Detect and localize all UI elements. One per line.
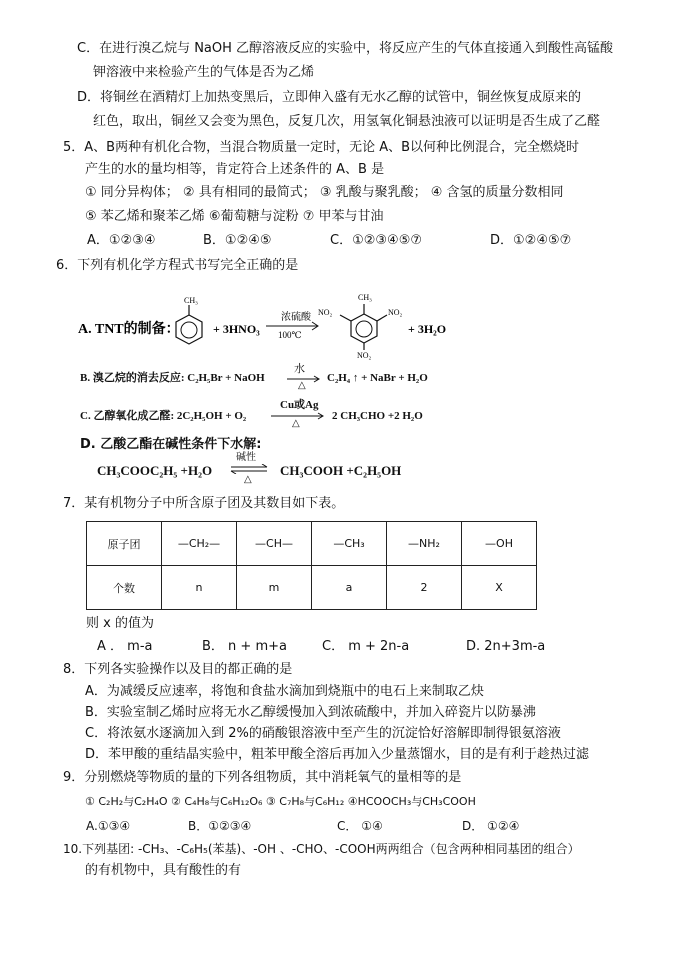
q6-c-condition-top: Cu或Ag — [280, 399, 319, 411]
q9-stem: 9．分别燃烧等物质的量的下列各组物质，其中消耗氧气的量相等的是 — [63, 770, 462, 785]
q4-option-d-line2: 红色，取出，铜丝又会变为黑色，反复几次，用氢氧化铜悬浊液可以证明是否生成了乙醛 — [93, 114, 601, 129]
q5-items-line1: ① 同分异构体； ② 具有相同的最简式； ③ 乳酸与聚乳酸； ④ 含氢的质量分数相同 — [85, 185, 564, 200]
q6-a-product-water: + 3H₂O — [408, 322, 447, 336]
q5-option-c: C．①②③④⑤⑦ — [330, 233, 423, 248]
q7-option-b: B． n + m+a — [202, 639, 287, 654]
q6-a-reagent: + 3HNO₃ — [213, 322, 260, 336]
q8-option-b: B．实验室制乙烯时应将无水乙醇缓慢加入到浓硫酸中，并加入碎瓷片以防暴沸 — [85, 705, 536, 720]
q7-header-cell: —CH₃ — [312, 522, 387, 566]
q6-d-condition-bottom: △ — [244, 474, 252, 485]
q6-d-reactants: CH₃COOC₂H₅ +H₂O — [97, 463, 213, 478]
q7-count-cell: a — [312, 566, 387, 610]
q8-option-a: A．为减缓反应速率，将饱和食盐水滴加到烧瓶中的电石上来制取乙炔 — [85, 684, 484, 699]
q6-stem: 6．下列有机化学方程式书写完全正确的是 — [56, 258, 299, 273]
q7-option-d: D. 2n+3m-a — [466, 639, 546, 654]
tnt-ch3: CH₃ — [358, 293, 372, 302]
q8-stem: 8．下列各实验操作以及目的都正确的是 — [63, 662, 293, 677]
tnt-no2-bottom: NO₂ — [357, 351, 372, 360]
q5-option-a: A．①②③④ — [87, 233, 156, 248]
q5-option-d: D．①②④⑤⑦ — [490, 233, 572, 248]
q6-option-d-label: D. 乙酸乙酯在碱性条件下水解: — [80, 437, 262, 452]
q7-count-cell: 2 — [387, 566, 462, 610]
q6-c-condition-bottom: △ — [292, 418, 300, 429]
tnt-no2-right: NO₂ — [388, 308, 403, 317]
toluene-ch3: CH₃ — [184, 296, 198, 305]
q5-option-b: B．①②④⑤ — [203, 233, 272, 248]
q7-count-cell: n — [162, 566, 237, 610]
q7-stem: 7．某有机物分子中所含原子团及其数目如下表。 — [63, 496, 345, 511]
q6-b-condition-bottom: △ — [298, 380, 306, 391]
q6-a-label: A. TNT的制备： — [78, 322, 180, 337]
q6-option-b-label: B. 溴乙烷的消去反应: C₂H₅Br + NaOH — [80, 372, 265, 384]
q8-option-c: C．将浓氨水逐滴加入到 2%的硝酸银溶液中至产生的沉淀恰好溶解即制得银氨溶液 — [85, 726, 561, 741]
q6-a-condition-top: 浓硫酸 — [281, 312, 311, 323]
q7-count-cell: 个数 — [87, 566, 162, 610]
toluene-structure — [176, 296, 202, 344]
q10-stem-line2: 的有机物中，具有酸性的有 — [85, 863, 242, 878]
q6-option-c-label: C. 乙醇氧化成乙醛: 2C₂H₅OH + O₂ — [80, 410, 247, 422]
q6-b-condition-top: 水 — [294, 363, 305, 375]
q7-table — [86, 521, 537, 610]
q4-option-c-line1: C．在进行溴乙烷与 NaOH 乙醇溶液反应的实验中，将反应产生的气体直接通入到酸性高锰酸 — [77, 41, 614, 56]
q6-d-condition-top: 碱性 — [236, 452, 256, 463]
q5-items-line2: ⑤ 苯乙烯和聚苯乙烯 ⑥葡萄糖与淀粉 ⑦ 甲苯与甘油 — [85, 209, 384, 224]
q7-count-cell: m — [237, 566, 312, 610]
q7-option-a: A ． m-a — [97, 639, 153, 654]
q7-header-cell: —NH₂ — [387, 522, 462, 566]
table-row — [87, 522, 537, 566]
q9-option-b: B．①②③④ — [188, 819, 252, 833]
tnt-no2-left: NO₂ — [318, 308, 333, 317]
q9-option-a: A.①③④ — [86, 819, 131, 833]
q7-header-cell: —CH— — [237, 522, 312, 566]
q4-option-d-line1: D．将铜丝在酒精灯上加热变黑后，立即伸入盛有无水乙醇的试管中，铜丝恢复成原来的 — [77, 90, 582, 105]
q10-stem-line1: 10.下列基团: -CH₃、-C₆H₅(苯基)、-OH 、-CHO、-COOH两两组合（包含两种相同基团的组合） — [63, 842, 580, 856]
q4-option-c-line2: 钾溶液中来检验产生的气体是否为乙烯 — [93, 65, 315, 80]
q6-option-b-products: C₂H₄ ↑ + NaBr + H₂O — [327, 372, 428, 384]
q9-option-d: D． ①②④ — [462, 819, 520, 833]
q7-option-c: C． m + 2n-a — [322, 639, 410, 654]
q8-option-d: D．苯甲酸的重结晶实验中，粗苯甲酸全溶后再加入少量蒸馏水，目的是有利于趁热过滤 — [85, 747, 590, 762]
q9-option-c: C． ①④ — [337, 819, 383, 833]
q5-stem-line1: 5．A、B两种有机化合物，当混合物质量一定时，无论 A、B以何种比例混合，完全燃烧时 — [63, 140, 580, 155]
q7-header-cell: —CH₂— — [162, 522, 237, 566]
q7-header-cell: —OH — [462, 522, 537, 566]
q6-d-reversible-arrow — [230, 464, 270, 474]
tnt-structure — [318, 293, 403, 360]
q7-count-cell: X — [462, 566, 537, 610]
table-row — [87, 566, 537, 610]
q5-stem-line2: 产生的水的量均相等，肯定符合上述条件的 A、B 是 — [85, 162, 385, 177]
q7-header-cell: 原子团 — [87, 522, 162, 566]
q6-d-products: CH₃COOH +C₂H₅OH — [280, 463, 402, 478]
q6-option-c-products: 2 CH₃CHO +2 H₂O — [332, 410, 423, 422]
q9-items: ① C₂H₂与C₂H₄O ② C₄H₈与C₆H₁₂O₆ ③ C₇H₈与C₆H₁₂ ④HCOOCH₃与CH₃COOH — [85, 795, 476, 808]
q6-a-condition-bottom: 100℃ — [278, 330, 302, 340]
q6-option-a-equation — [78, 290, 478, 360]
q7-ask: 则 x 的值为 — [86, 616, 154, 631]
